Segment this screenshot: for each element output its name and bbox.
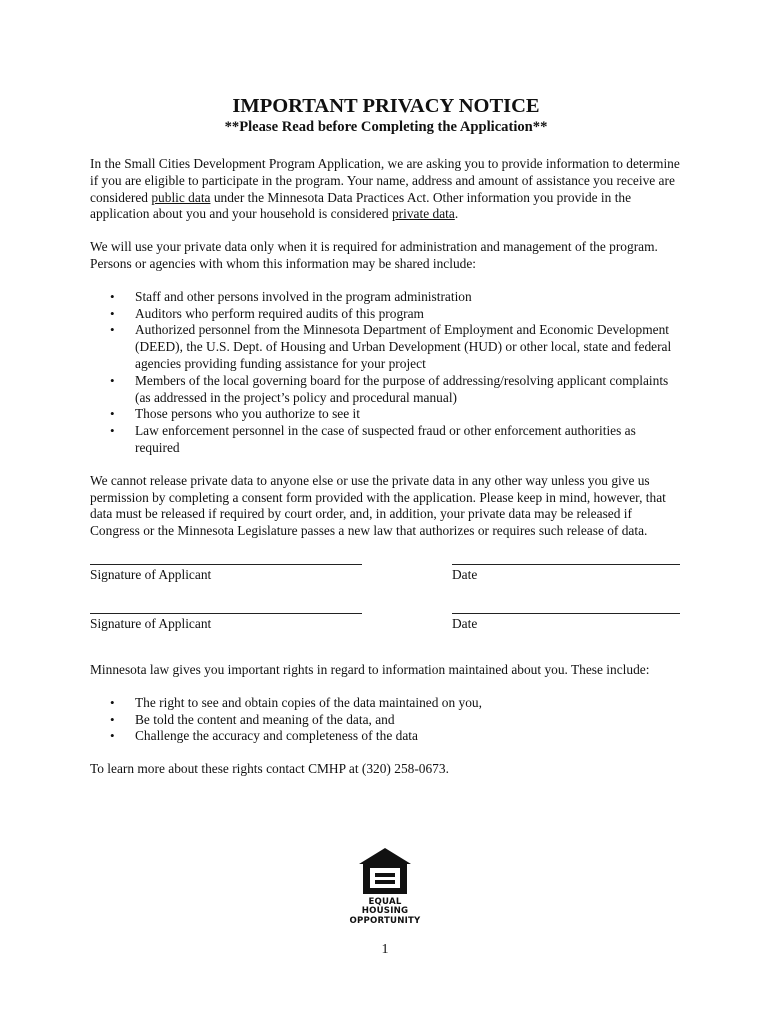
public-data-term: public data <box>151 189 211 205</box>
list-item-text: Auditors who perform required audits of this program <box>135 305 424 321</box>
list-item-text: The right to see and obtain copies of the data maintained on you, <box>135 694 482 710</box>
date-label: Date <box>452 615 478 631</box>
logo-line-1: EQUAL HOUSING <box>361 897 409 917</box>
logo-text <box>346 898 424 926</box>
contact-paragraph: To learn more about these rights contact CMHP at (320) 258-0673. <box>90 761 449 777</box>
date-line[interactable] <box>452 564 680 565</box>
list-item <box>90 322 682 372</box>
intro-text-3: . <box>454 206 459 222</box>
list-item <box>90 423 682 457</box>
signature-label: Signature of Applicant <box>90 615 212 631</box>
page-number: 1 <box>381 942 389 957</box>
list-item <box>90 695 682 712</box>
list-item-text: Those persons who you authorize to see it <box>135 406 360 422</box>
bullet-icon: • <box>110 423 115 439</box>
bullet-icon: • <box>110 711 115 727</box>
equal-housing-opportunity-icon <box>357 846 413 896</box>
bullet-icon: • <box>110 728 115 744</box>
list-item <box>90 289 682 306</box>
rights-paragraph: Minnesota law gives you important rights in regard to information maintained about you. These include: <box>90 661 650 677</box>
signature-row-1 <box>90 564 682 613</box>
list-item <box>90 306 682 323</box>
intro-paragraph <box>90 156 682 223</box>
list-item <box>90 406 682 423</box>
bullet-icon: • <box>110 305 115 321</box>
list-item-text: Law enforcement personnel in the case of suspected fraud or other enforcement authorities as required <box>135 423 636 455</box>
logo-line-2: OPPORTUNITY <box>349 915 421 926</box>
signature-line[interactable] <box>90 613 362 614</box>
list-item <box>90 373 682 407</box>
date-label: Date <box>452 566 478 582</box>
list-item <box>90 728 682 745</box>
bullet-icon: • <box>110 694 115 710</box>
intro-text-1: In the Small Cities Development Program Application, we are asking you to provide information to determine if you are eligible to participate in the program. Your name, address and amount of assistance you receive are considered <box>90 156 680 205</box>
date-line[interactable] <box>452 613 680 614</box>
page-subtitle: **Please Read before Completing the Application** <box>224 119 548 135</box>
rights-list <box>90 695 682 745</box>
signature-row-2 <box>90 613 682 662</box>
list-item <box>90 712 682 729</box>
equal-housing-logo <box>346 846 424 926</box>
bullet-icon: • <box>110 372 115 388</box>
list-item-text: Challenge the accuracy and completeness of the data <box>135 728 418 744</box>
list-item-text: Be told the content and meaning of the data, and <box>135 711 395 727</box>
signature-line[interactable] <box>90 564 362 565</box>
list-item-text: Staff and other persons involved in the program administration <box>135 288 472 304</box>
bullet-icon: • <box>110 288 115 304</box>
signature-label: Signature of Applicant <box>90 566 212 582</box>
privacy-notice-document <box>90 94 682 794</box>
bullet-icon: • <box>110 322 115 338</box>
private-data-term: private data <box>391 206 455 222</box>
intro-text-2: under the Minnesota Data Practices Act. Other information you provide in the application about you and your household is considered <box>90 189 632 222</box>
usage-paragraph: We will use your private data only when it is required for administration and management of the program. Persons or agencies with whom this information may be shared include: <box>90 239 658 271</box>
list-item-text: Authorized personnel from the Minnesota Department of Employment and Economic Development (DEED), the U.S. Dept. of Housing and Urban Development (HUD) or other local, state and federal agencies providing funding assistance for your project <box>135 322 672 371</box>
list-item-text: Members of the local governing board for the purpose of addressing/resolving applicant complaints (as addressed in the project’s policy and procedural manual) <box>135 372 669 405</box>
page-title: IMPORTANT PRIVACY NOTICE <box>232 95 540 117</box>
shared-with-list <box>90 289 682 457</box>
bullet-icon: • <box>110 406 115 422</box>
release-paragraph: We cannot release private data to anyone else or use the private data in any other way unless you give us permission by completing a consent form provided with the application. Please keep in mind, however, that data must be released if required by court order, and, in addition, your private data may be released if Congress or the Minnesota Legislature passes a new law that authorizes or requires such release of data. <box>90 472 666 539</box>
